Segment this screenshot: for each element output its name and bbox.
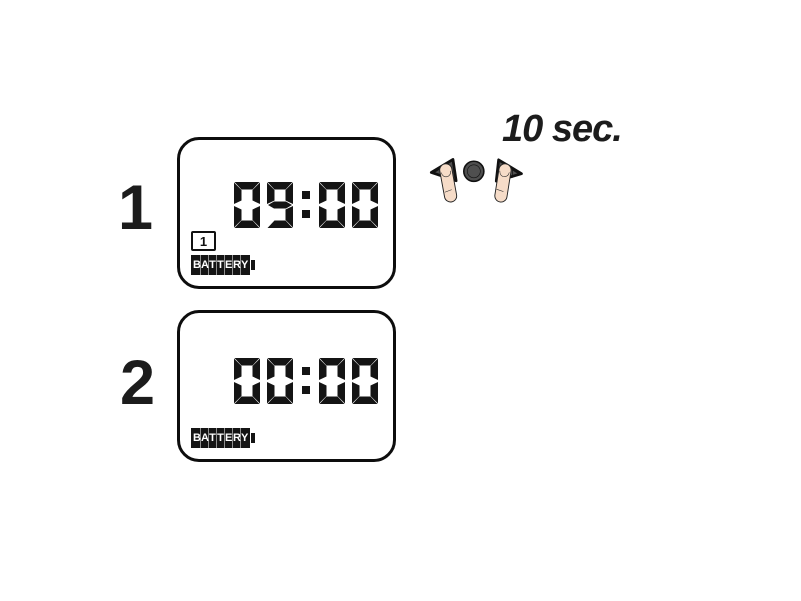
lcd-time-step2 bbox=[234, 358, 380, 404]
round-center-button bbox=[464, 161, 484, 181]
battery-terminal-nub bbox=[251, 260, 255, 270]
display-panel-step1 bbox=[177, 137, 396, 289]
display-panel-step2 bbox=[177, 310, 396, 462]
battery-label: B A T T E R Y bbox=[191, 255, 250, 275]
buttons-illustration bbox=[425, 95, 701, 285]
battery-label: B A T T E R Y bbox=[191, 428, 250, 448]
battery-terminal-nub bbox=[251, 433, 255, 443]
battery-indicator-step1 bbox=[191, 255, 255, 275]
program-indicator-value: 1 bbox=[199, 233, 208, 249]
lcd-time-step1 bbox=[234, 182, 380, 228]
step-1-number: 1 bbox=[118, 173, 154, 243]
step-2-number: 2 bbox=[120, 348, 156, 418]
battery-indicator-step2 bbox=[191, 428, 255, 448]
program-indicator-box bbox=[191, 231, 216, 251]
duration-label: 10 sec. bbox=[502, 108, 622, 150]
